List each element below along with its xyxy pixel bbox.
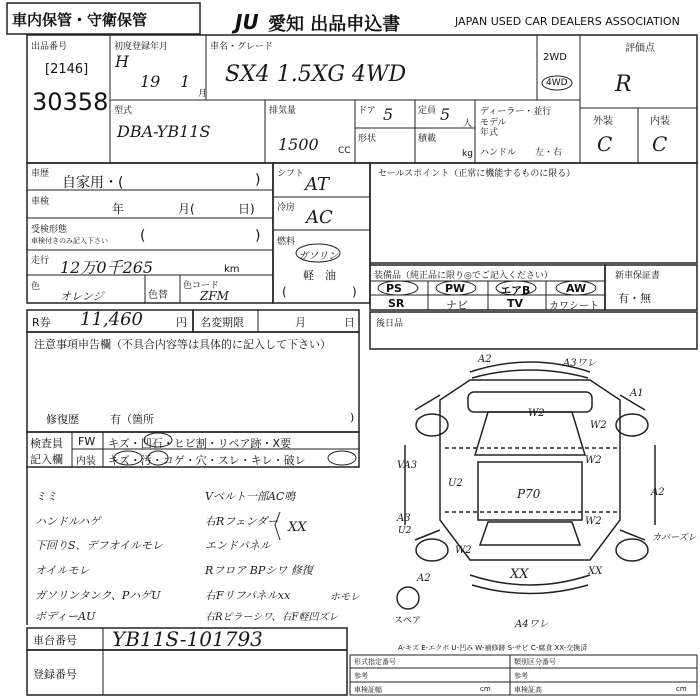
accepted-sub: 車検付きのみ記入下さい [31,237,108,245]
diag-spare: スペア [394,616,422,626]
doors-label: ドア [358,106,376,116]
repair-label: 修復歴 [46,413,79,426]
mileage-unit: km [224,264,240,275]
lot-label: 出品番号 [31,42,68,52]
reg-number-label: 登録番号 [33,668,77,681]
equip-navi: ナビ [446,299,468,312]
interior-grade: C [652,132,668,156]
spec-row3: 車検証幅 [354,686,382,694]
load-label: 積載 [418,134,437,144]
usage-value: 自家用・( [62,175,124,191]
fw-items: キズ・凹石・ヒビ割・リペア跡・X要 [108,437,292,450]
car-name: SX4 1.5XG 4WD [225,62,407,87]
equip-sr: SR [388,297,405,310]
load-unit: kg [462,149,473,159]
equipment-label: 装備品（純正品に限り◎でご記入ください） [374,271,553,281]
exterior-label: 外装 [593,116,613,127]
recycle-value: 11,460 [80,309,143,330]
warranty-options: 有・無 [618,292,651,305]
rating-value: R [615,72,632,97]
spec-unit-1: cm [480,685,491,693]
aircon-value: AC [306,207,333,228]
shift-label: シフト [277,169,305,179]
drive-2wd: 2WD [543,52,567,63]
storage-label: 車内保管・守衛保管 [12,11,148,29]
interior-label: 内装 [650,116,670,127]
ju-logo: JU [235,10,259,34]
capacity-label: 定員 [418,106,437,116]
color-value: オレンジ [60,290,104,303]
inspection-label: 車検 [31,197,50,207]
diag-a2-front: A2 [478,354,492,365]
fuel-open: ( [282,285,287,299]
diag-w2-door1: W2 [585,455,602,466]
displacement-unit: CC [338,146,351,156]
damage-legend: A-キズ E-エクボ U-凹み W-補修跡 S-サビ C-腐食 XX-交換済 [398,644,588,652]
int-items: キズ・汚・コゲ・穴・スレ・キレ・破レ [108,454,306,467]
drive-4wd: 4WD [546,78,568,88]
displacement-label: 排気量 [269,106,297,116]
handle-label: ハンドル [480,148,517,158]
spec-row1b: 類別区分番号 [514,658,556,666]
warranty-label: 新車保証書 [615,271,661,281]
repair-close: ) [350,411,355,424]
model-year-label: モデル 年式 [480,118,507,138]
note-11: 右Fリフパネルxx [205,589,291,602]
displacement-value: 1500 [278,135,319,154]
diag-a2-right: A2 [651,487,665,498]
equip-leather: カワシート [549,301,599,312]
capacity-unit: 人 [463,119,473,129]
note-12: 右Rピラーシワ、右F軽凹ズレ [205,612,339,623]
spec-row2b: 参考 [514,672,528,680]
fuel-diesel: 軽 油 [303,269,336,282]
diag-roof: P70 [517,487,541,501]
diag-xx-1: XX [510,567,529,582]
recycle-label: R券 [32,316,51,329]
name-change-label: 名変期限 [200,316,244,329]
inspection-year: 年 [112,202,125,216]
note-4: オイルモレ [35,564,90,577]
note-mark-xx: XX [288,520,307,535]
shape-label: 形状 [358,134,377,144]
note-mark-leak: ホモレ [330,592,360,603]
equip-pw: PW [445,282,466,295]
registration-label: 初度登録年月 [114,42,169,52]
name-change-month: 月 [295,316,306,329]
note-7: Vベルト一部AC鳴 [205,490,296,503]
registration-era: H [115,52,129,71]
diag-u2-left: U2 [448,478,463,489]
lot-number: 30358 [32,88,109,116]
registration-month: 1 [180,72,191,91]
mileage-label: 走行 [31,256,50,266]
equip-ps: PS [386,282,402,295]
note-8: 右Rフェンダー [205,515,279,528]
diag-xx-2: XX [588,566,603,577]
fuel-label: 燃料 [277,237,296,247]
fuel-gas: ガソリン [298,251,338,262]
diag-w2-hood: W2 [528,408,545,419]
color-code-label: 色コード [183,281,220,291]
form-title: 愛知 出品申込書 [268,14,401,35]
note-3: 下回りS、デフオイルモレ [35,539,163,552]
repair-value: 有（箇所 [110,413,154,426]
diag-cover: カバーズレ [652,533,697,543]
equip-airbag: エアB [500,284,531,297]
diag-a2-rear: A2 [417,573,431,584]
accepted-close: ) [255,228,261,244]
diag-w2-door2: W2 [585,516,602,527]
later-date-label: 後日品 [376,319,404,329]
aircon-label: 冷房 [277,203,296,213]
inspection-day: 日) [238,202,255,216]
spec-row2: 参考 [354,672,368,680]
diag-a3: A3 [397,513,411,524]
lot-sub-number: [2146] [45,62,89,77]
diag-w2-rear: W2 [455,545,472,556]
spec-row3b: 車検証高 [514,686,542,694]
note-9: エンドパネル [205,539,271,552]
handle-options: 左・右 [535,148,563,158]
capacity-value: 5 [440,105,451,124]
name-change-day: 日 [344,316,355,329]
note-2: ハンドルハゲ [35,515,101,528]
chassis-label: 車台番号 [33,634,77,647]
fw-label: FW [78,435,96,448]
inspector-label1: 検査員 [30,437,63,450]
int-label: 内装 [76,456,96,467]
sales-point-label: セールスポイント（正常に機能するものに限る） [378,169,576,179]
color-label: 色 [31,282,41,292]
month-unit: 月 [198,89,208,99]
inspection-month: 月( [178,202,195,216]
name-label: 車名・グレード [210,42,274,52]
registration-year: 19 [140,72,161,91]
usage-label: 車歴 [31,169,50,179]
inspector-label2: 記入欄 [30,453,63,466]
note-6: ボディーAU [35,610,96,623]
spec-unit-2: cm [676,685,687,693]
diag-w2-fender: W2 [590,420,607,431]
doors-value: 5 [383,105,394,124]
equip-aw: AW [566,282,587,295]
equip-tv: TV [507,297,524,310]
color-change-label: 色替 [148,290,168,301]
model-value: DBA-YB11S [117,122,211,141]
chassis-value: YB11S-101793 [112,627,263,651]
note-5: ガソリンタンク、PハゲU [35,589,161,602]
model-label: 型式 [114,106,133,116]
exterior-grade: C [597,132,613,156]
diag-a4-crack: A4ワレ [515,619,549,630]
diag-u2: U2 [398,526,412,536]
mileage-value: 12万0千265 [60,258,154,277]
note-1: ミミ [35,490,57,503]
color-code: ZFM [200,289,229,303]
accepted-label: 受検形態 [31,225,68,235]
association-name: JAPAN USED CAR DEALERS ASSOCIATION [455,15,680,28]
rating-label: 評価点 [625,43,655,54]
shift-value: AT [305,174,330,195]
spec-row1: 形式指定番号 [354,658,396,666]
note-10: Rフロア BPシワ 修復 [205,564,313,577]
usage-close: ) [255,172,261,188]
diag-a1: A1 [630,388,644,399]
diag-a3-crack: A3ワレ [563,358,597,369]
dealer-label: ディーラー・並行 [480,107,552,117]
notice-label: 注意事項申告欄（不具合内容等は具体的に記入して下さい） [34,338,331,351]
recycle-unit: 円 [176,316,187,329]
fuel-close: ) [352,285,357,299]
accepted-open: ( [140,228,146,244]
diag-va3: VA3 [397,460,418,471]
